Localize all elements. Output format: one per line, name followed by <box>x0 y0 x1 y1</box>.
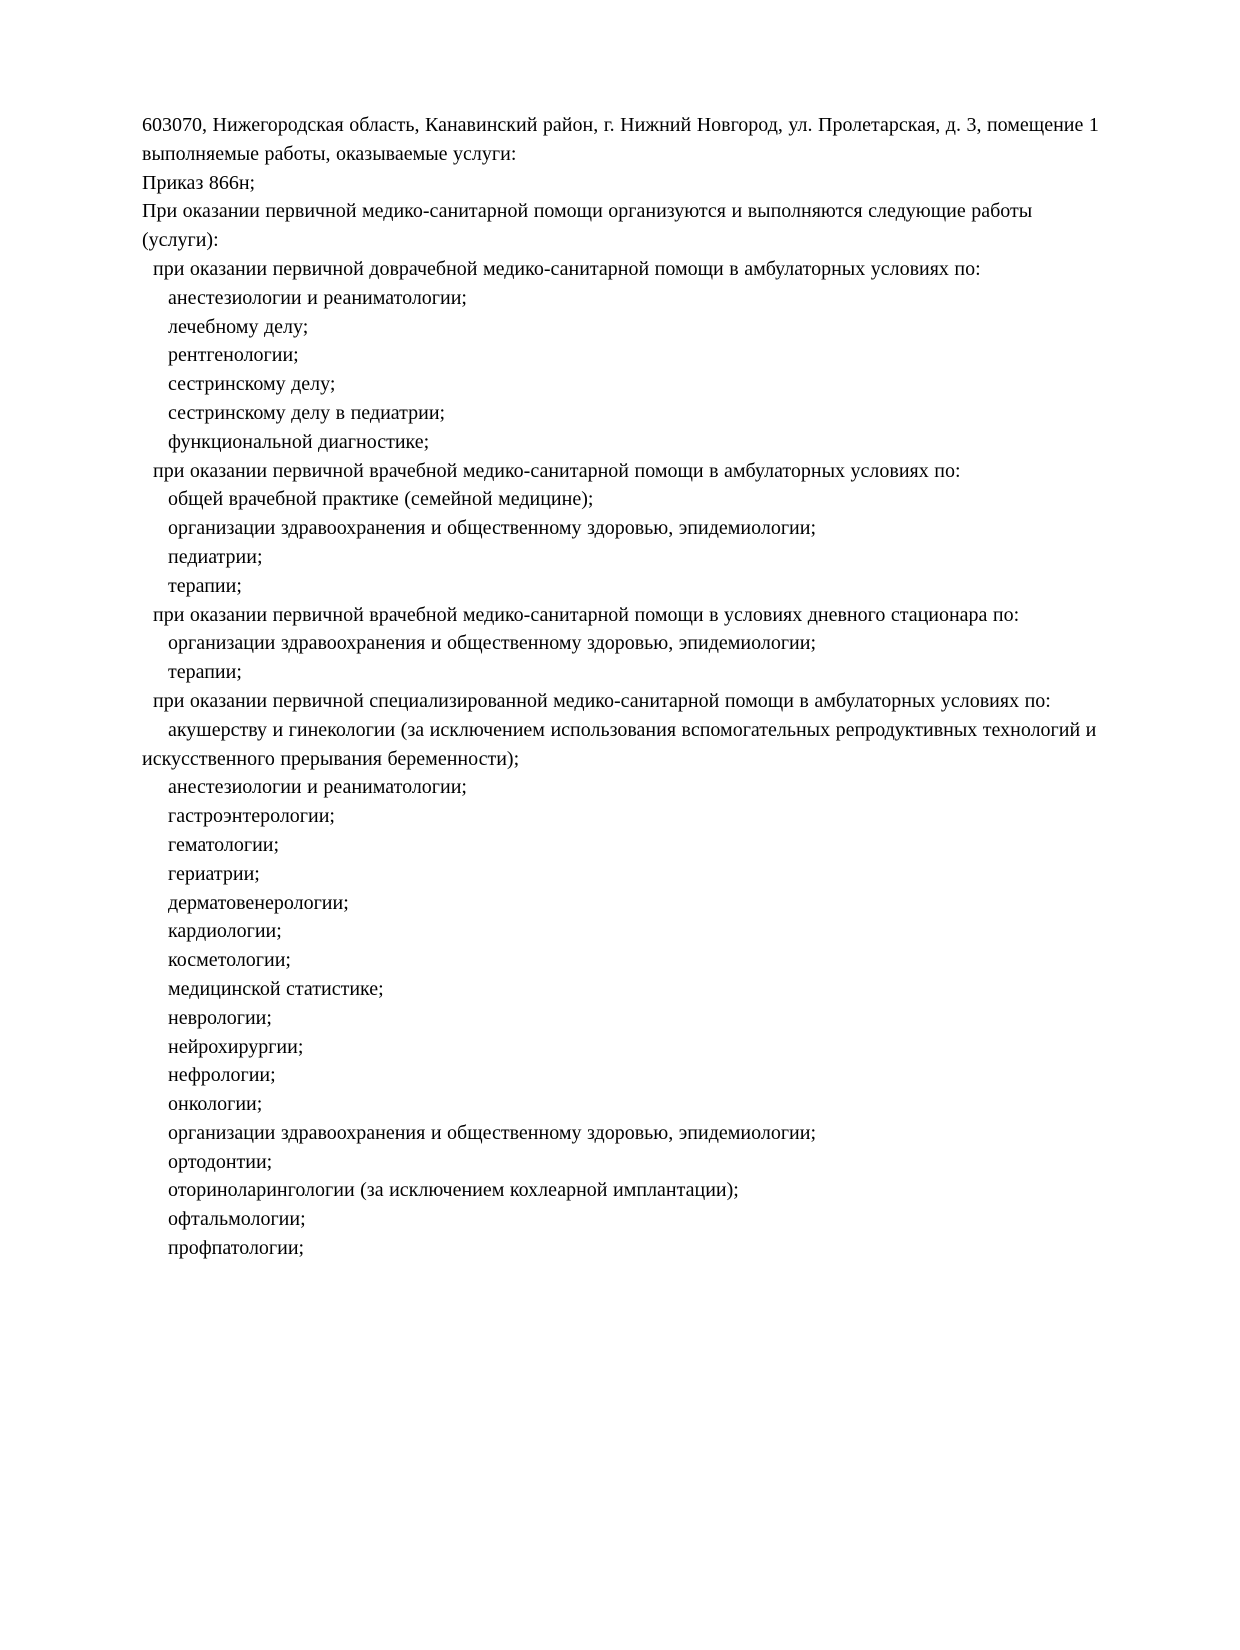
service-item: нейрохирургии; <box>168 1035 304 1058</box>
service-item: офтальмологии; <box>168 1208 306 1231</box>
service-item: акушерству и гинекологии (за исключением использования вспомогательных репродуктивных технологий и искусственного прерывания беременности); <box>142 718 1097 770</box>
service-item: онкологии; <box>168 1093 263 1116</box>
service-item: дерматовенерологии; <box>168 891 349 914</box>
works-and-services-label: выполняемые работы, оказываемые услуги: <box>142 142 517 165</box>
order-line: Приказ 866н; <box>142 171 256 194</box>
document-page <box>142 111 1108 1263</box>
service-item: анестезиологии и реаниматологии; <box>168 776 467 799</box>
address-line: 603070, Нижегородская область, Канавинский район, г. Нижний Новгород, ул. Пролетарская, д. 3, помещение 1 <box>142 114 1099 136</box>
service-item: рентгенологии; <box>168 344 299 367</box>
section-heading-specialized-outpatient: при оказании первичной специализированной медико-санитарной помощи в амбулаторных условиях по: <box>153 689 1051 712</box>
service-item: терапии; <box>168 574 242 597</box>
section-heading-physician-outpatient: при оказании первичной врачебной медико-санитарной помощи в амбулаторных условиях по: <box>153 459 961 482</box>
service-item: сестринскому делу; <box>168 373 336 396</box>
service-item: гериатрии; <box>168 862 260 885</box>
service-item: нефрологии; <box>168 1064 276 1087</box>
service-item: функциональной диагностике; <box>168 430 430 453</box>
service-item: косметологии; <box>168 949 291 972</box>
section-heading-physician-day-hospital: при оказании первичной врачебной медико-санитарной помощи в условиях дневного стационара по: <box>153 603 1020 626</box>
service-item: общей врачебной практике (семейной медицине); <box>168 488 594 511</box>
service-item: неврологии; <box>168 1006 272 1029</box>
service-item: ортодонтии; <box>168 1150 273 1173</box>
service-item: кардиологии; <box>168 920 282 943</box>
service-item: медицинской статистике; <box>168 977 384 1000</box>
service-item: анестезиологии и реаниматологии; <box>168 286 467 309</box>
service-item: педиатрии; <box>168 545 263 568</box>
service-item: гастроэнтерологии; <box>168 805 335 828</box>
service-item: организации здравоохранения и общественному здоровью, эпидемиологии; <box>168 1121 816 1144</box>
intro-paragraph: При оказании первичной медико-санитарной помощи организуются и выполняются следующие работы (услуги): <box>142 200 1033 252</box>
service-item: терапии; <box>168 661 242 684</box>
service-item: профпатологии; <box>168 1237 305 1260</box>
service-item: гематологии; <box>168 833 280 856</box>
service-item: организации здравоохранения и общественному здоровью, эпидемиологии; <box>168 632 816 655</box>
service-item: сестринскому делу в педиатрии; <box>168 401 446 424</box>
service-item: оториноларингологии (за исключением кохлеарной имплантации); <box>168 1179 739 1202</box>
service-item: лечебному делу; <box>168 315 309 338</box>
service-item: организации здравоохранения и общественному здоровью, эпидемиологии; <box>168 517 816 540</box>
section-heading-pre-medical-outpatient: при оказании первичной доврачебной медико-санитарной помощи в амбулаторных условиях по: <box>153 257 981 280</box>
